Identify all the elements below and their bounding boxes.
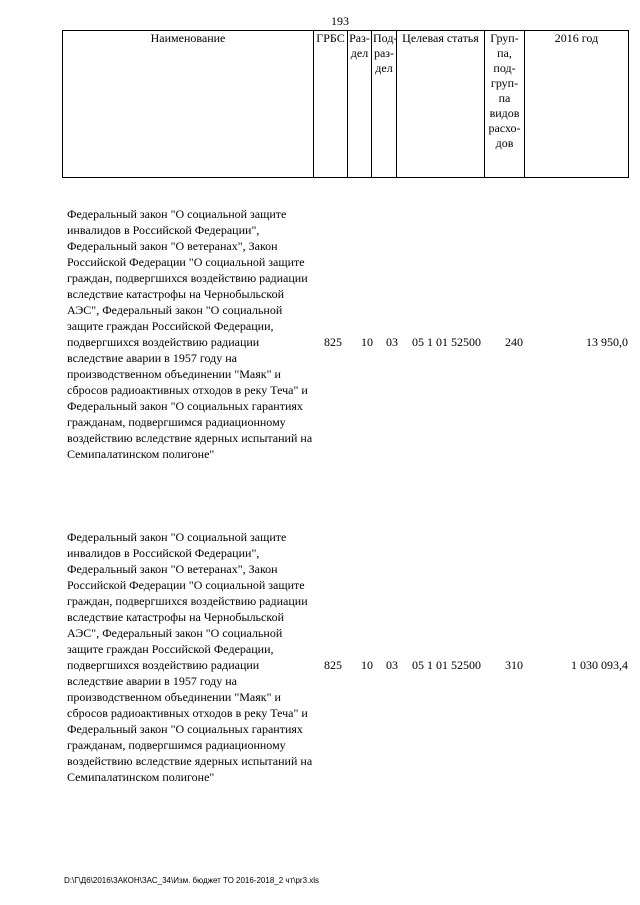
row-amount: 13 950,0 bbox=[586, 335, 628, 349]
row-podrazdel: 03 bbox=[386, 335, 398, 349]
row-razdel: 10 bbox=[361, 335, 373, 349]
header-group: Груп- па, под- груп- па видов расхо- дов bbox=[485, 31, 525, 178]
table-header bbox=[62, 30, 629, 178]
header-grbs: ГРБС bbox=[314, 31, 348, 178]
row-razdel: 10 bbox=[361, 658, 373, 672]
header-razdel: Раз- дел bbox=[348, 31, 372, 178]
row-grbs: 825 bbox=[324, 658, 342, 672]
header-year: 2016 год bbox=[525, 31, 629, 178]
row-amount: 1 030 093,4 bbox=[571, 658, 628, 672]
header-podrazdel: Под- раз- дел bbox=[372, 31, 397, 178]
header-target: Целевая статья bbox=[397, 31, 485, 178]
page-number: 193 bbox=[331, 14, 349, 28]
row-target: 05 1 01 52500 bbox=[412, 335, 481, 349]
row-podrazdel: 03 bbox=[386, 658, 398, 672]
row-name: Федеральный закон "О социальной защите инвалидов в Российской Федерации", Федеральный закон "О ветеранах", Закон Российской Федерации "О социальной защите граждан, подвергшихся воздействию радиации вследствие катастрофы на Чернобыльской АЭС", Федеральный закон "О социальной защите граждан Российской Федерации, подвергшихся воздействию радиации вследствие аварии в 1957 году на производственном объединении "Маяк" и сбросов радиоактивных отходов в реку Теча" и Федеральный закон "О социальных гарантиях гражданам, подвергшимся радиационному воздействию вследствие ядерных испытаний на Семипалатинском полигоне" bbox=[67, 207, 313, 461]
header-name: Наименование bbox=[63, 31, 314, 178]
row-target: 05 1 01 52500 bbox=[412, 658, 481, 672]
row-group: 240 bbox=[505, 335, 523, 349]
row-grbs: 825 bbox=[324, 335, 342, 349]
row-group: 310 bbox=[505, 658, 523, 672]
file-path-footer: D:\Г\Д6\2016\ЗАКОН\ЗАС_34\Изм. бюджет ТО 2016-2018_2 чт\pr3.xls bbox=[64, 876, 320, 885]
row-name: Федеральный закон "О социальной защите инвалидов в Российской Федерации", Федеральный закон "О ветеранах", Закон Российской Федерации "О социальной защите граждан, подвергшихся воздействию радиации вследствие катастрофы на Чернобыльской АЭС", Федеральный закон "О социальной защите граждан Российской Федерации, подвергшихся воздействию радиации вследствие аварии в 1957 году на производственном объединении "Маяк" и сбросов радиоактивных отходов в реку Теча" и Федеральный закон "О социальных гарантиях гражданам, подвергшимся радиационному воздействию вследствие ядерных испытаний на Семипалатинском полигоне" bbox=[67, 530, 313, 784]
